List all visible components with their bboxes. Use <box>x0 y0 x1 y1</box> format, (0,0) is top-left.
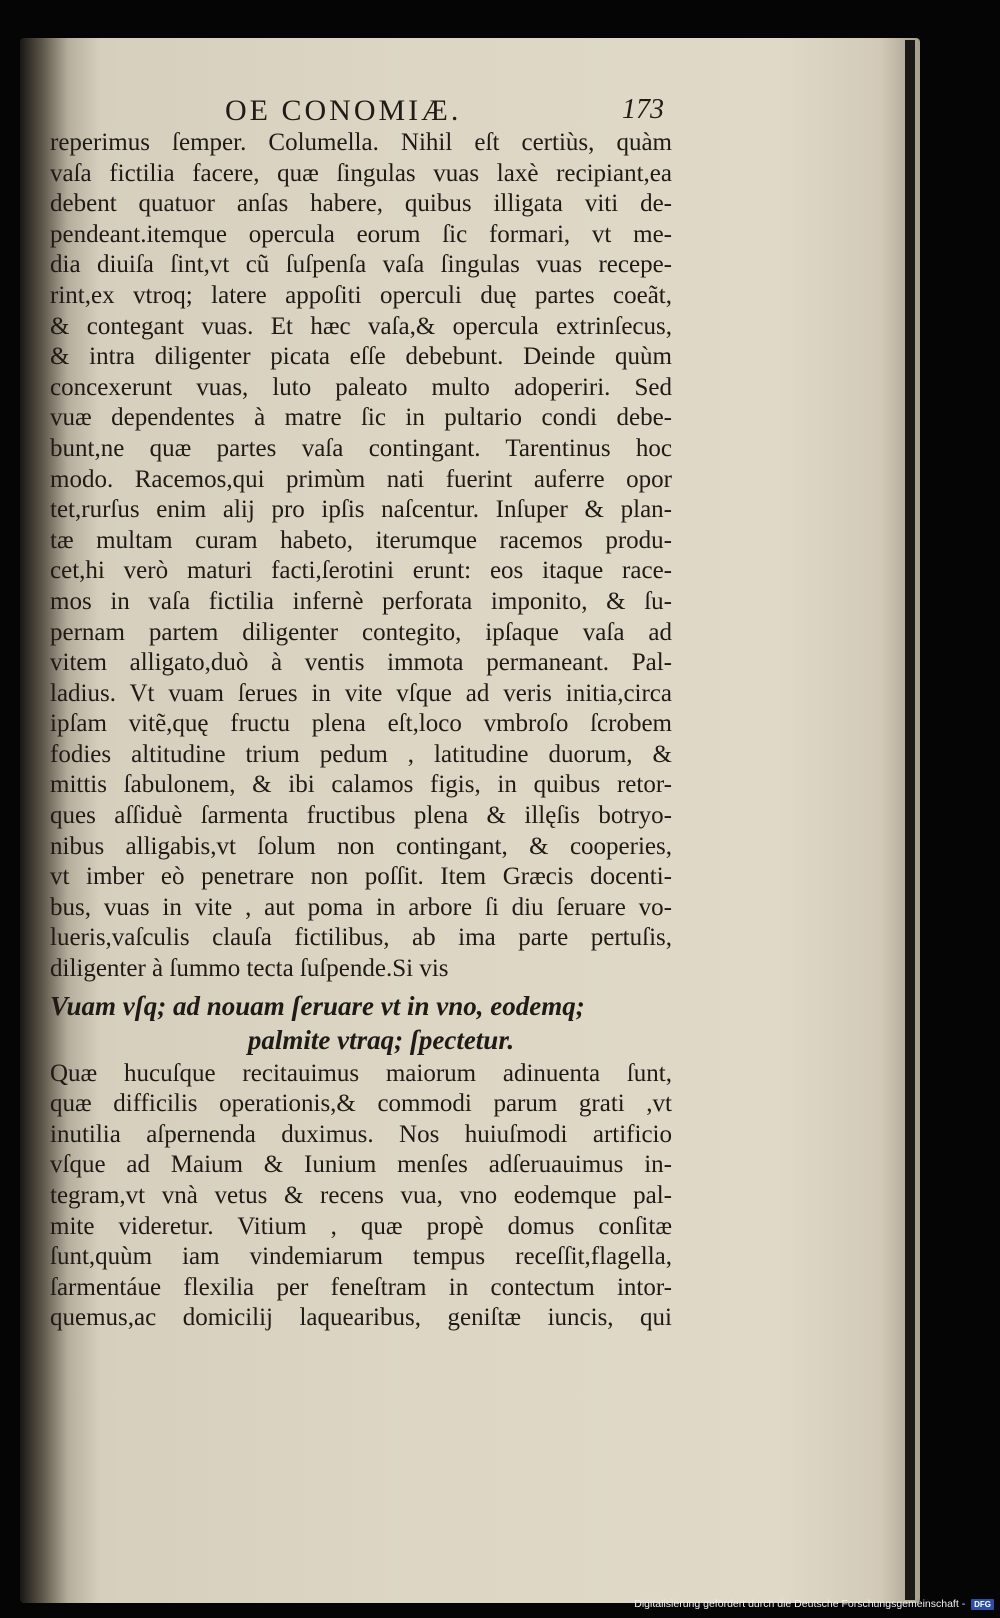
text-line: tegram,vt vnà vetus & recens vua, vno eodemque pal- <box>50 1182 672 1209</box>
paragraph-columella-palladius <box>50 128 672 985</box>
text-line: diligenter à ſummo tecta ſuſpende.Si vis <box>50 955 449 983</box>
dfg-logo: DFG <box>971 1599 994 1610</box>
text-line: lueris,vaſculis clauſa fictilibus, ab ima parte pertuſis, <box>50 924 672 952</box>
page-number: 173 <box>622 94 664 125</box>
text-line: ques aſſiduè ſarmenta fructibus plena & illęſis botryo- <box>50 802 672 830</box>
text-line: mite videretur. Vitium , quæ propè domus conſitæ <box>50 1212 672 1240</box>
text-line: pernam partem diligenter contegito, ipſaque vaſa ad <box>50 618 672 646</box>
text-line: vuæ dependentes à matre ſic in pultario condi debe- <box>50 404 672 432</box>
text-line: vt imber eò penetrare non poſſit. Item Græcis docenti- <box>50 863 672 891</box>
paragraph-quae-hucusque <box>50 1059 672 1334</box>
text-line: & intra diligenter picata eſſe debebunt. Deinde quùm <box>50 343 672 371</box>
page-edge-shadow <box>905 40 915 1600</box>
credit-text: Digitalisierung gefördert durch die Deutsche Forschungsgemeinschaft - <box>634 1598 966 1611</box>
text-line: tæ multam curam habeto, iterumque racemos produ- <box>50 526 672 554</box>
text-line: cet,hi verò maturi facti,ſerotini erunt: eos itaque race- <box>50 557 672 585</box>
text-line: inutilia aſpernenda duximus. Nos huiuſmodi artificio <box>50 1120 672 1148</box>
text-line: ladius. Vt vuam ſerues in vite vſque ad veris initia,circa <box>50 679 672 707</box>
text-line: fodies altitudine trium pedum , latitudine duorum, & <box>50 740 672 768</box>
text-line: reperimus ſemper. Columella. Nihil eſt certiùs, quàm <box>50 129 672 156</box>
text-line: ſunt,quùm iam vindemiarum tempus receſſit,flagella, <box>50 1243 672 1271</box>
text-line: nibus alligabis,vt ſolum non contingant, & cooperies, <box>50 832 672 860</box>
text-line: Quæ hucuſque recitauimus maiorum adinuenta ſunt, <box>50 1059 672 1087</box>
text-line: concexerunt vuas, luto paleato multo adoperiri. Sed <box>50 373 672 401</box>
text-line: mittis ſabulonem, & ibi calamos figis, in quibus retor- <box>50 771 672 799</box>
text-line: & contegant vuas. Et hæc vaſa,& opercula extrinſecus, <box>50 312 672 340</box>
section-heading-line-1: Vuam vſq; ad nouam ſeruare vt in vno, eodemq; <box>50 990 585 1021</box>
text-line: bus, vuas in vite , aut poma in arbore ſi diu ſeruare vo- <box>50 893 672 921</box>
digitization-credit <box>634 1598 994 1614</box>
main-text-block <box>50 128 672 1334</box>
text-line: ſarmentáue flexilia per feneſtram in contectum intor- <box>50 1273 672 1301</box>
text-line: vaſa fictilia facere, quæ ſingulas vuas laxè recipiant,ea <box>50 159 672 187</box>
text-line: mos in vaſa fictilia infernè perforata imponito, & ſu- <box>50 587 672 615</box>
text-line: ipſam vitẽ,quę fructu plena eſt,loco vmbroſo ſcrobem <box>50 710 672 738</box>
text-line: quemus,ac domicilij laquearibus, geniſtæ iuncis, qui <box>50 1304 672 1332</box>
text-line: tet,rurſus enim alij pro ipſis naſcentur. Inſuper & plan- <box>50 496 672 524</box>
running-title: OE CONOMIÆ. <box>225 94 462 127</box>
text-line: bunt,ne quæ partes vaſa contingant. Tarentinus hoc <box>50 434 672 462</box>
text-line: debent quatuor anſas habere, quibus illigata viti de- <box>50 190 672 218</box>
text-line: vitem alligato,duò à ventis immota permaneant. Pal- <box>50 649 672 677</box>
text-line: vſque ad Maium & Iunium menſes adſeruauimus in- <box>50 1151 672 1179</box>
section-heading-line-2: palmite vtraq; ſpectetur. <box>247 1024 515 1055</box>
text-line: quæ difficilis operationis,& commodi parum grati ,vt <box>50 1090 672 1118</box>
text-line: dia diuiſa ſint,vt cũ ſuſpenſa vaſa ſingulas vuas recepe- <box>50 251 672 279</box>
text-line: modo. Racemos,qui primùm nati fuerint auferre opor <box>50 465 672 493</box>
text-line: pendeant.itemque opercula eorum ſic formari, vt me- <box>50 220 672 248</box>
text-line: rint,ex vtroq; latere appoſiti operculi duę partes coeãt, <box>50 281 672 309</box>
